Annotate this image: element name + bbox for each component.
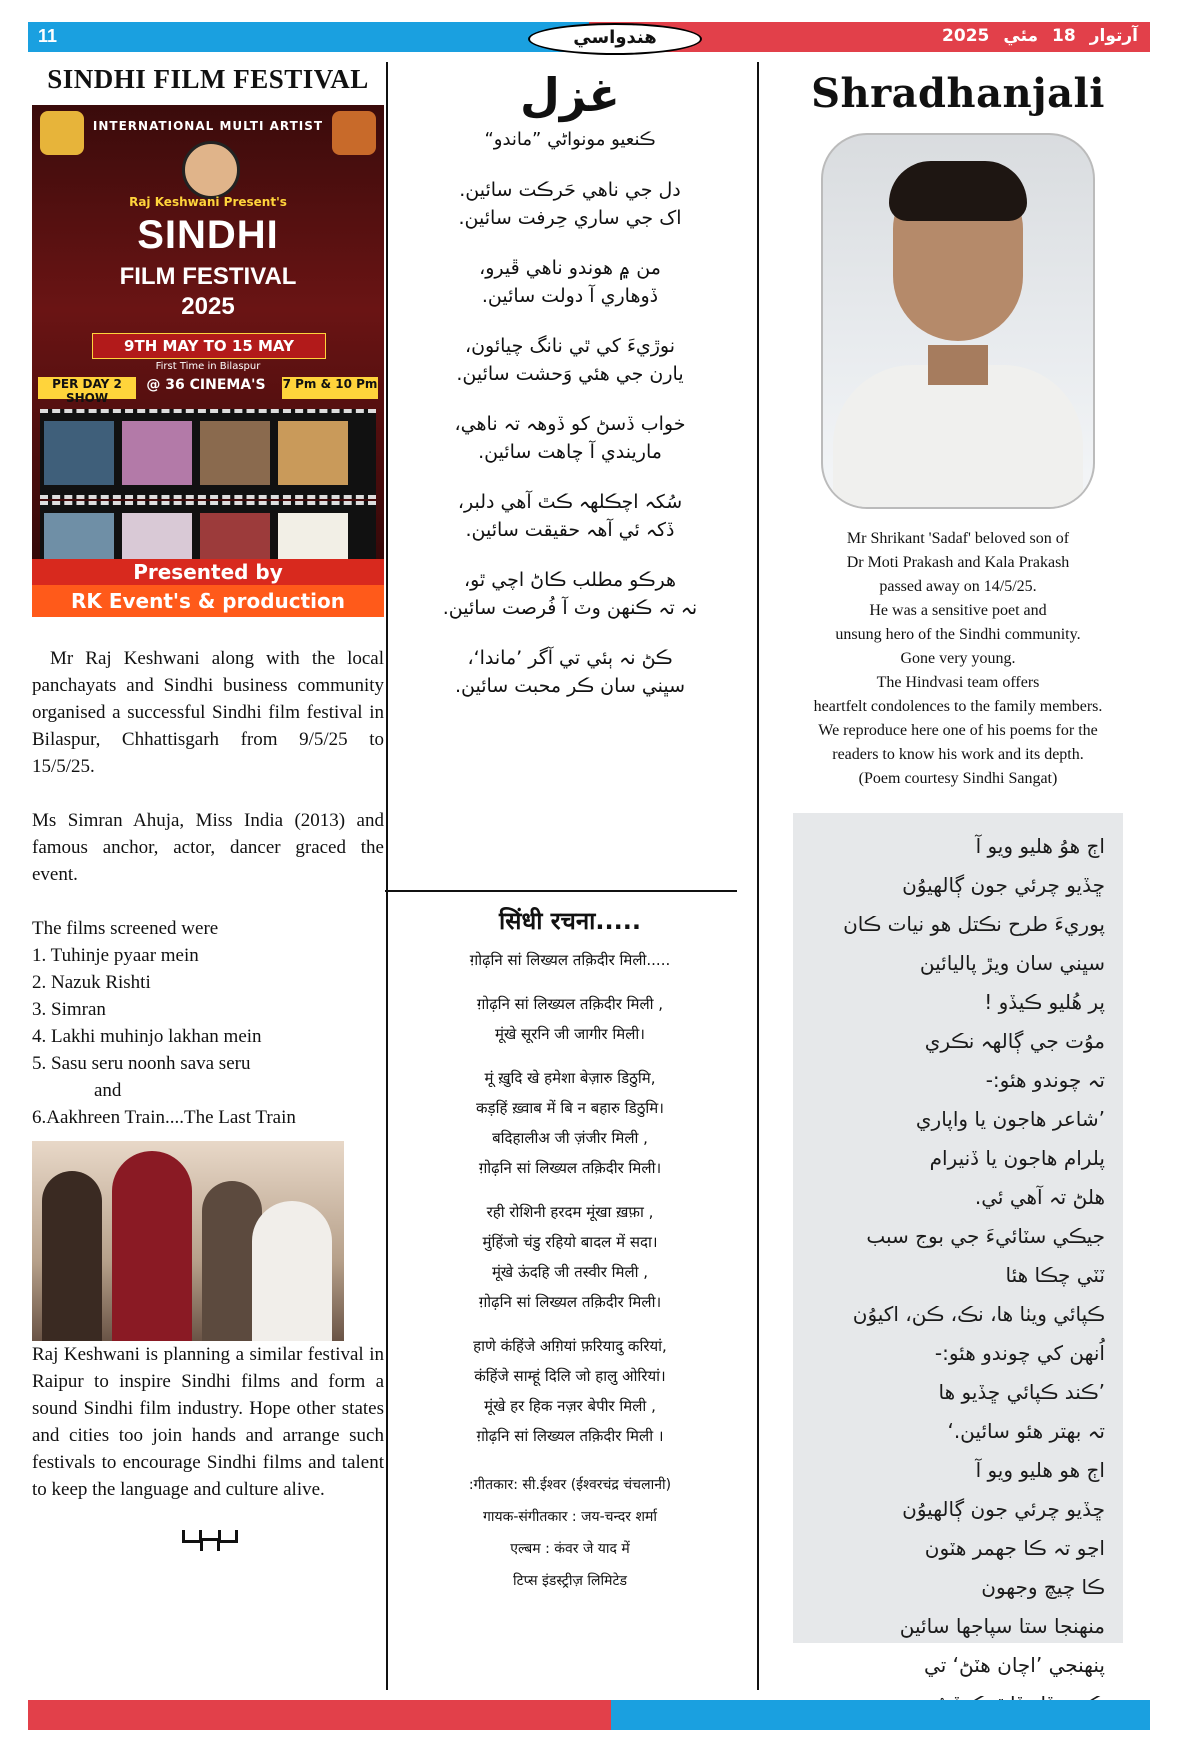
date-year: 2025 <box>942 26 990 46</box>
ghazal-line: نوڙيءَ کي ٿي نانگ چيائون، <box>464 335 676 357</box>
film-list <box>32 942 384 1131</box>
clip-line: سڀني سان ويڙ پاليائين <box>919 951 1105 975</box>
date-weekday: آرتوار <box>1089 26 1138 46</box>
hindi-line: कड़हिं ख़्वाब में बि न बहारु डिठुमि। <box>476 1099 664 1117</box>
hindi-line: ग़ोढ़नि सां लिख्यल तक़िदीर मिली। <box>478 1293 662 1311</box>
ghazal-line: ڏکہ ئي آهہ حقيقت سائين. <box>465 519 675 541</box>
poster-presented-by: Presented by <box>32 559 384 585</box>
hindi-line: ग़ोढ़नि सां लिख्यल तक़िदीर मिली । <box>476 1427 664 1445</box>
masthead-logo: هندواسي <box>528 23 702 55</box>
clip-line: ٽٽي چڪا هئا <box>1005 1263 1105 1287</box>
article-para-1: Mr Raj Keshwani along with the local panchayats and Sindhi business community organised a successful Sindhi film festival in Bilaspur, Chhattisgarh from 9/5/25 to 15/5/25. <box>32 648 384 777</box>
clip-line: پنهنجي ’اچان هٽڻ‘ تي <box>924 1653 1105 1677</box>
clip-line: ڪا چيچ وجهون <box>981 1575 1105 1599</box>
hindi-line: बदिहालीअ जी ज़ंजीर मिली , <box>492 1129 648 1147</box>
film-item: 5. Sasu seru noonh sava seru <box>32 1053 251 1074</box>
clip-line: ’ڪند ڪپائي ڇڏيو ها <box>938 1380 1105 1404</box>
credit-singer: गायक-संगीतकार : जय-चन्दर शर्मा <box>482 1509 657 1525</box>
hindi-poem-body <box>398 945 742 1451</box>
obit-line: heartfelt condolences to the family members. <box>813 698 1103 715</box>
hindi-line: मूंखे सूरनि जी जागीर मिली। <box>495 1025 645 1043</box>
clip-line: هلڻ تہ آهي ئي. <box>974 1185 1105 1209</box>
film-thumb <box>44 421 114 485</box>
hindi-line: ग़ोढ़नि सां लिख्यल तक़िदीर मिली , <box>476 995 664 1013</box>
festival-poster <box>32 105 384 617</box>
hindi-line: ग़ोढ़नि सां लिख्यल तक़िदीर मिली। <box>478 1159 662 1177</box>
poster-dates: 9TH MAY TO 15 MAY <box>92 333 326 359</box>
ghazal-stanza <box>398 566 742 622</box>
ghazal-line: نہ تہ ڪنهن وٽ آ فُرصت سائين. <box>442 597 698 619</box>
ghazal-line: ماريندي آ چاهت سائين. <box>478 441 662 463</box>
ghazal-line: ڪڻ نہ ٻئي تي آگر ’ماندا‘، <box>467 647 673 669</box>
ghazal-stanza <box>398 176 742 232</box>
shradhanjali-title: Shradhanjali <box>811 70 1105 117</box>
poster-times: 7 Pm & 10 Pm <box>282 377 378 399</box>
header-bar-blue <box>28 22 589 52</box>
column-divider-right <box>757 62 759 1690</box>
dateline <box>928 26 1138 46</box>
film-strip-1 <box>40 409 376 499</box>
clip-line: تہ چوندو هئو:- <box>985 1068 1105 1092</box>
header-bar <box>28 22 1150 52</box>
section-end-mark-icon <box>182 1530 234 1554</box>
lotus-emblem-icon <box>40 111 84 155</box>
clip-line: منهنجا ستا سپاجها سائين <box>899 1614 1105 1638</box>
page-number: 11 <box>38 26 58 46</box>
poster-first-time: First Time in Bilaspur <box>155 361 261 372</box>
poem-clipping <box>793 813 1123 1677</box>
hindi-line: हाणे कंहिंजे अग़ियां फ़रियादु करियां, <box>473 1337 667 1355</box>
photo-person <box>42 1171 102 1341</box>
film-and: and <box>94 1080 122 1101</box>
festival-article <box>32 645 384 1554</box>
ghazal-line: دل جي ناهي حَرڪت سائين. <box>459 179 681 201</box>
film-item: 1. Tuhinje pyaar mein <box>32 945 199 966</box>
credit-label: टिप्स इंडस्ट्रीज़ लिमिटेड <box>513 1573 627 1589</box>
ghazal-stanza <box>398 644 742 700</box>
clip-line: اڃو تہ ڪا جهمر هٽون <box>924 1536 1105 1560</box>
middle-column <box>398 62 742 700</box>
hindi-line: कंहिंजे साम्हूं दिलि जो हालु ओरियां। <box>474 1367 666 1385</box>
article-para-3: Raj Keshwani is planning a similar festival in Raipur to inspire Sindhi films and form a sound Sindhi film industry. Hope other states and cities too join hands and arrange such festivals to encourage Sindhi films and talent to keep the language and culture alive. <box>32 1344 384 1500</box>
ghazal-line: من ۾ هوندو ناهي ڦيرو، <box>479 257 661 279</box>
obit-line: passed away on 14/5/25. <box>879 578 1037 595</box>
hindi-stanza <box>398 1063 742 1183</box>
middle-separator <box>385 890 737 892</box>
clip-line: جيڪي سٽائيءَ جي بوج سبب <box>866 1224 1105 1248</box>
clip-line: پوريءَ طرح نڪتل هو نيات ڪان <box>843 912 1105 936</box>
hindi-line: रही रोशिनी हरदम मूंखा ख़फ़ा , <box>486 1203 654 1221</box>
poster-sindhi: SINDHI <box>137 213 279 257</box>
clip-line: ڇڏيو چرئي جون ڳالهيوُن <box>902 873 1105 897</box>
hindi-line: मूं ख़ुदि खे हमेशा बेज़ारु डिठुमि, <box>484 1069 656 1087</box>
date-month: مئي <box>1003 26 1039 46</box>
film-thumb <box>200 421 270 485</box>
ghazal-line: سڀني سان ڪر محبت سائين. <box>454 675 686 697</box>
films-heading: The films screened were <box>32 918 219 939</box>
portrait-hair <box>889 161 1027 221</box>
clip-line: ڇڏيو چرئي جون ڳالهيوُن <box>902 1497 1105 1521</box>
ghazal-body <box>398 176 742 700</box>
obit-line: He was a sensitive poet and <box>869 602 1047 619</box>
photo-person <box>252 1201 332 1341</box>
portrait-photo <box>821 133 1095 509</box>
film-item: 6.Aakhreen Train....The Last Train <box>32 1107 296 1128</box>
film-thumb <box>122 421 192 485</box>
event-photo <box>32 1141 344 1341</box>
clip-line: پلرام هاجون يا ڏنيرام <box>929 1146 1105 1170</box>
hindi-line: मूंखे हर हिक नज़र बेपीर मिली , <box>484 1397 656 1415</box>
credit-lyricist: :गीतकार: सी.ईश्वर (ईश्वरचंद्र चंचलानी) <box>468 1477 672 1493</box>
festival-title: SINDHI FILM FESTIVAL <box>47 64 369 94</box>
ghazal-title: غزل <box>520 68 620 122</box>
obit-line: Gone very young. <box>900 650 1016 667</box>
ghazal-line: هرڪو مطلب ڪاڻ اچي ٿو، <box>463 569 676 591</box>
obit-line: Dr Moti Prakash and Kala Prakash <box>846 554 1070 571</box>
clip-line: تہ بهتر هئو سائين.‘ <box>947 1419 1105 1443</box>
clip-line: اُنهن کي چوندو هئو:- <box>934 1341 1105 1365</box>
footer-bar-red <box>28 1700 611 1730</box>
clip-line: ’شاعر هاجون يا واپاري <box>915 1107 1105 1131</box>
song-credits <box>398 1469 742 1597</box>
hindi-poem <box>398 900 742 1597</box>
obit-line: unsung hero of the Sindhi community. <box>835 626 1081 643</box>
obit-line: Mr Shrikant 'Sadaf' beloved son of <box>846 530 1070 547</box>
ghazal-line: يارن جي هئي وَحشت سائين. <box>456 363 684 385</box>
clip-line: اڄ هوُ هليو ويو آ <box>975 834 1105 858</box>
poster-year: 2025 <box>181 293 235 320</box>
footer-bar-blue <box>611 1700 1150 1730</box>
obit-line: readers to know his work and its depth. <box>832 746 1084 763</box>
obit-line: (Poem courtesy Sindhi Sangat) <box>858 770 1058 787</box>
clip-line: ڪپائي ويٺا ها، نڪ، ڪن، اکيوُن <box>852 1302 1105 1326</box>
hindi-poem-title: सिंधी रचना..... <box>499 907 641 935</box>
clip-line: اڄ هو هليو ويو آ <box>975 1458 1105 1482</box>
poster-presents: Raj Keshwani Present's <box>129 195 287 209</box>
poster-per-day: PER DAY 2 SHOW <box>38 377 136 399</box>
ghazal-stanza <box>398 488 742 544</box>
poster-film-festival: FILM FESTIVAL <box>119 263 297 290</box>
hindi-line: मुंहिंजो चंडु रहियो बादल में सदा। <box>482 1233 658 1251</box>
column-divider-left <box>386 62 388 1690</box>
poster-line1: INTERNATIONAL MULTI ARTIST <box>92 119 324 133</box>
date-day: 18 <box>1052 26 1076 46</box>
poster-shows-row <box>38 377 378 405</box>
poster-cinemas: @ 36 CINEMA'S <box>146 377 266 393</box>
article-para-2: Ms Simran Ahuja, Miss India (2013) and famous anchor, actor, dancer graced the event. <box>32 810 384 885</box>
left-column <box>32 60 384 1554</box>
ghazal-poet: ڪنعيو مونواڻي ”ماندو“ <box>484 129 656 150</box>
ghazal-stanza <box>398 410 742 466</box>
ghazal-line: ڏوهاري آ دولت سائين. <box>481 285 659 307</box>
poster-production: RK Event's & production <box>32 585 384 617</box>
ghazal-line: اک جي ساري حِرفت سائين. <box>458 207 682 229</box>
portrait-neck <box>928 345 988 385</box>
credit-album: एल्बम : कंवर जे याद में <box>510 1541 630 1557</box>
photo-person <box>112 1151 192 1341</box>
hindi-stanza <box>398 989 742 1049</box>
hindi-stanza <box>398 1331 742 1451</box>
clip-line: موُت جي ڳالهہ نڪري <box>924 1029 1105 1053</box>
hindi-first-line: ग़ोढ़नि सां लिख्यल तक़िदीर मिली..... <box>469 951 671 969</box>
obit-line: We reproduce here one of his poems for the <box>818 722 1098 739</box>
ghazal-line: سُکہ اچڪلهہ ڪٿ آهي دلبر، <box>457 491 683 513</box>
portrait-shirt <box>833 365 1083 509</box>
clip-line: پر هُليو ڪيڏو ! <box>984 990 1105 1014</box>
film-item: 4. Lakhi muhinjo lakhan mein <box>32 1026 262 1047</box>
obituary-text <box>772 527 1144 791</box>
artist-avatar <box>182 141 240 199</box>
hindi-line: मूंखे ऊंदहि जी तस्वीर मिली , <box>491 1263 649 1281</box>
ghazal-line: خواب ڏسڻ کو ڏوهہ تہ ناهي، <box>454 413 686 435</box>
film-item: 2. Nazuk Rishti <box>32 972 151 993</box>
film-thumb <box>278 421 348 485</box>
right-column <box>772 62 1144 1677</box>
footer-bar <box>28 1700 1150 1730</box>
ghazal-stanza <box>398 332 742 388</box>
film-item: 3. Simran <box>32 999 106 1020</box>
hindi-stanza <box>398 1197 742 1317</box>
obit-line: The Hindvasi team offers <box>876 674 1040 691</box>
deity-image-icon <box>332 111 376 155</box>
ghazal-stanza <box>398 254 742 310</box>
